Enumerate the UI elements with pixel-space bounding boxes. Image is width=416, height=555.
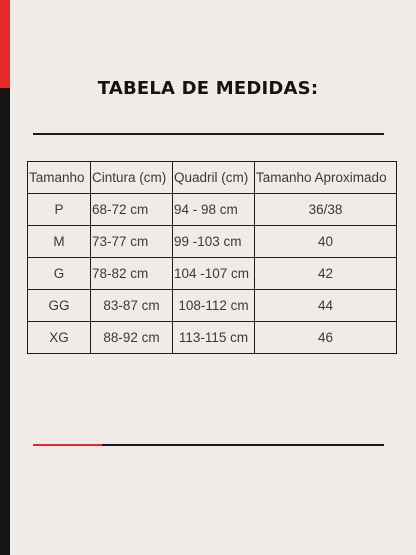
side-stripe-black <box>0 88 10 555</box>
cell-size: M <box>28 226 91 258</box>
cell-tamanho-aproximado: 46 <box>255 322 397 354</box>
table-row <box>28 194 397 226</box>
divider-bottom-accent <box>33 444 102 446</box>
cell-quadril: 99 -103 cm <box>173 226 255 258</box>
divider-bottom <box>33 444 384 446</box>
cell-cintura: 88-92 cm <box>91 322 173 354</box>
cell-quadril: 94 - 98 cm <box>173 194 255 226</box>
cell-cintura: 73-77 cm <box>91 226 173 258</box>
cell-size: P <box>28 194 91 226</box>
cell-tamanho-aproximado: 42 <box>255 258 397 290</box>
cell-size: G <box>28 258 91 290</box>
cell-cintura: 68-72 cm <box>91 194 173 226</box>
cell-tamanho-aproximado: 40 <box>255 226 397 258</box>
table-row <box>28 290 397 322</box>
header-tamanho-aproximado: Tamanho Aproximado <box>255 162 397 194</box>
divider-top <box>33 133 384 135</box>
cell-size: XG <box>28 322 91 354</box>
side-stripe-red <box>0 0 10 88</box>
header-tamanho: Tamanho <box>28 162 91 194</box>
cell-cintura: 83-87 cm <box>91 290 173 322</box>
cell-size: GG <box>28 290 91 322</box>
cell-quadril: 113-115 cm <box>173 322 255 354</box>
table-row <box>28 258 397 290</box>
table-header-row <box>28 162 397 194</box>
header-quadril: Quadril (cm) <box>173 162 255 194</box>
cell-tamanho-aproximado: 36/38 <box>255 194 397 226</box>
table-row <box>28 322 397 354</box>
cell-tamanho-aproximado: 44 <box>255 290 397 322</box>
size-table <box>27 161 397 354</box>
cell-cintura: 78-82 cm <box>91 258 173 290</box>
cell-quadril: 108-112 cm <box>173 290 255 322</box>
header-cintura: Cintura (cm) <box>91 162 173 194</box>
page-title: TABELA DE MEDIDAS: <box>97 78 319 99</box>
table-row <box>28 226 397 258</box>
cell-quadril: 104 -107 cm <box>173 258 255 290</box>
